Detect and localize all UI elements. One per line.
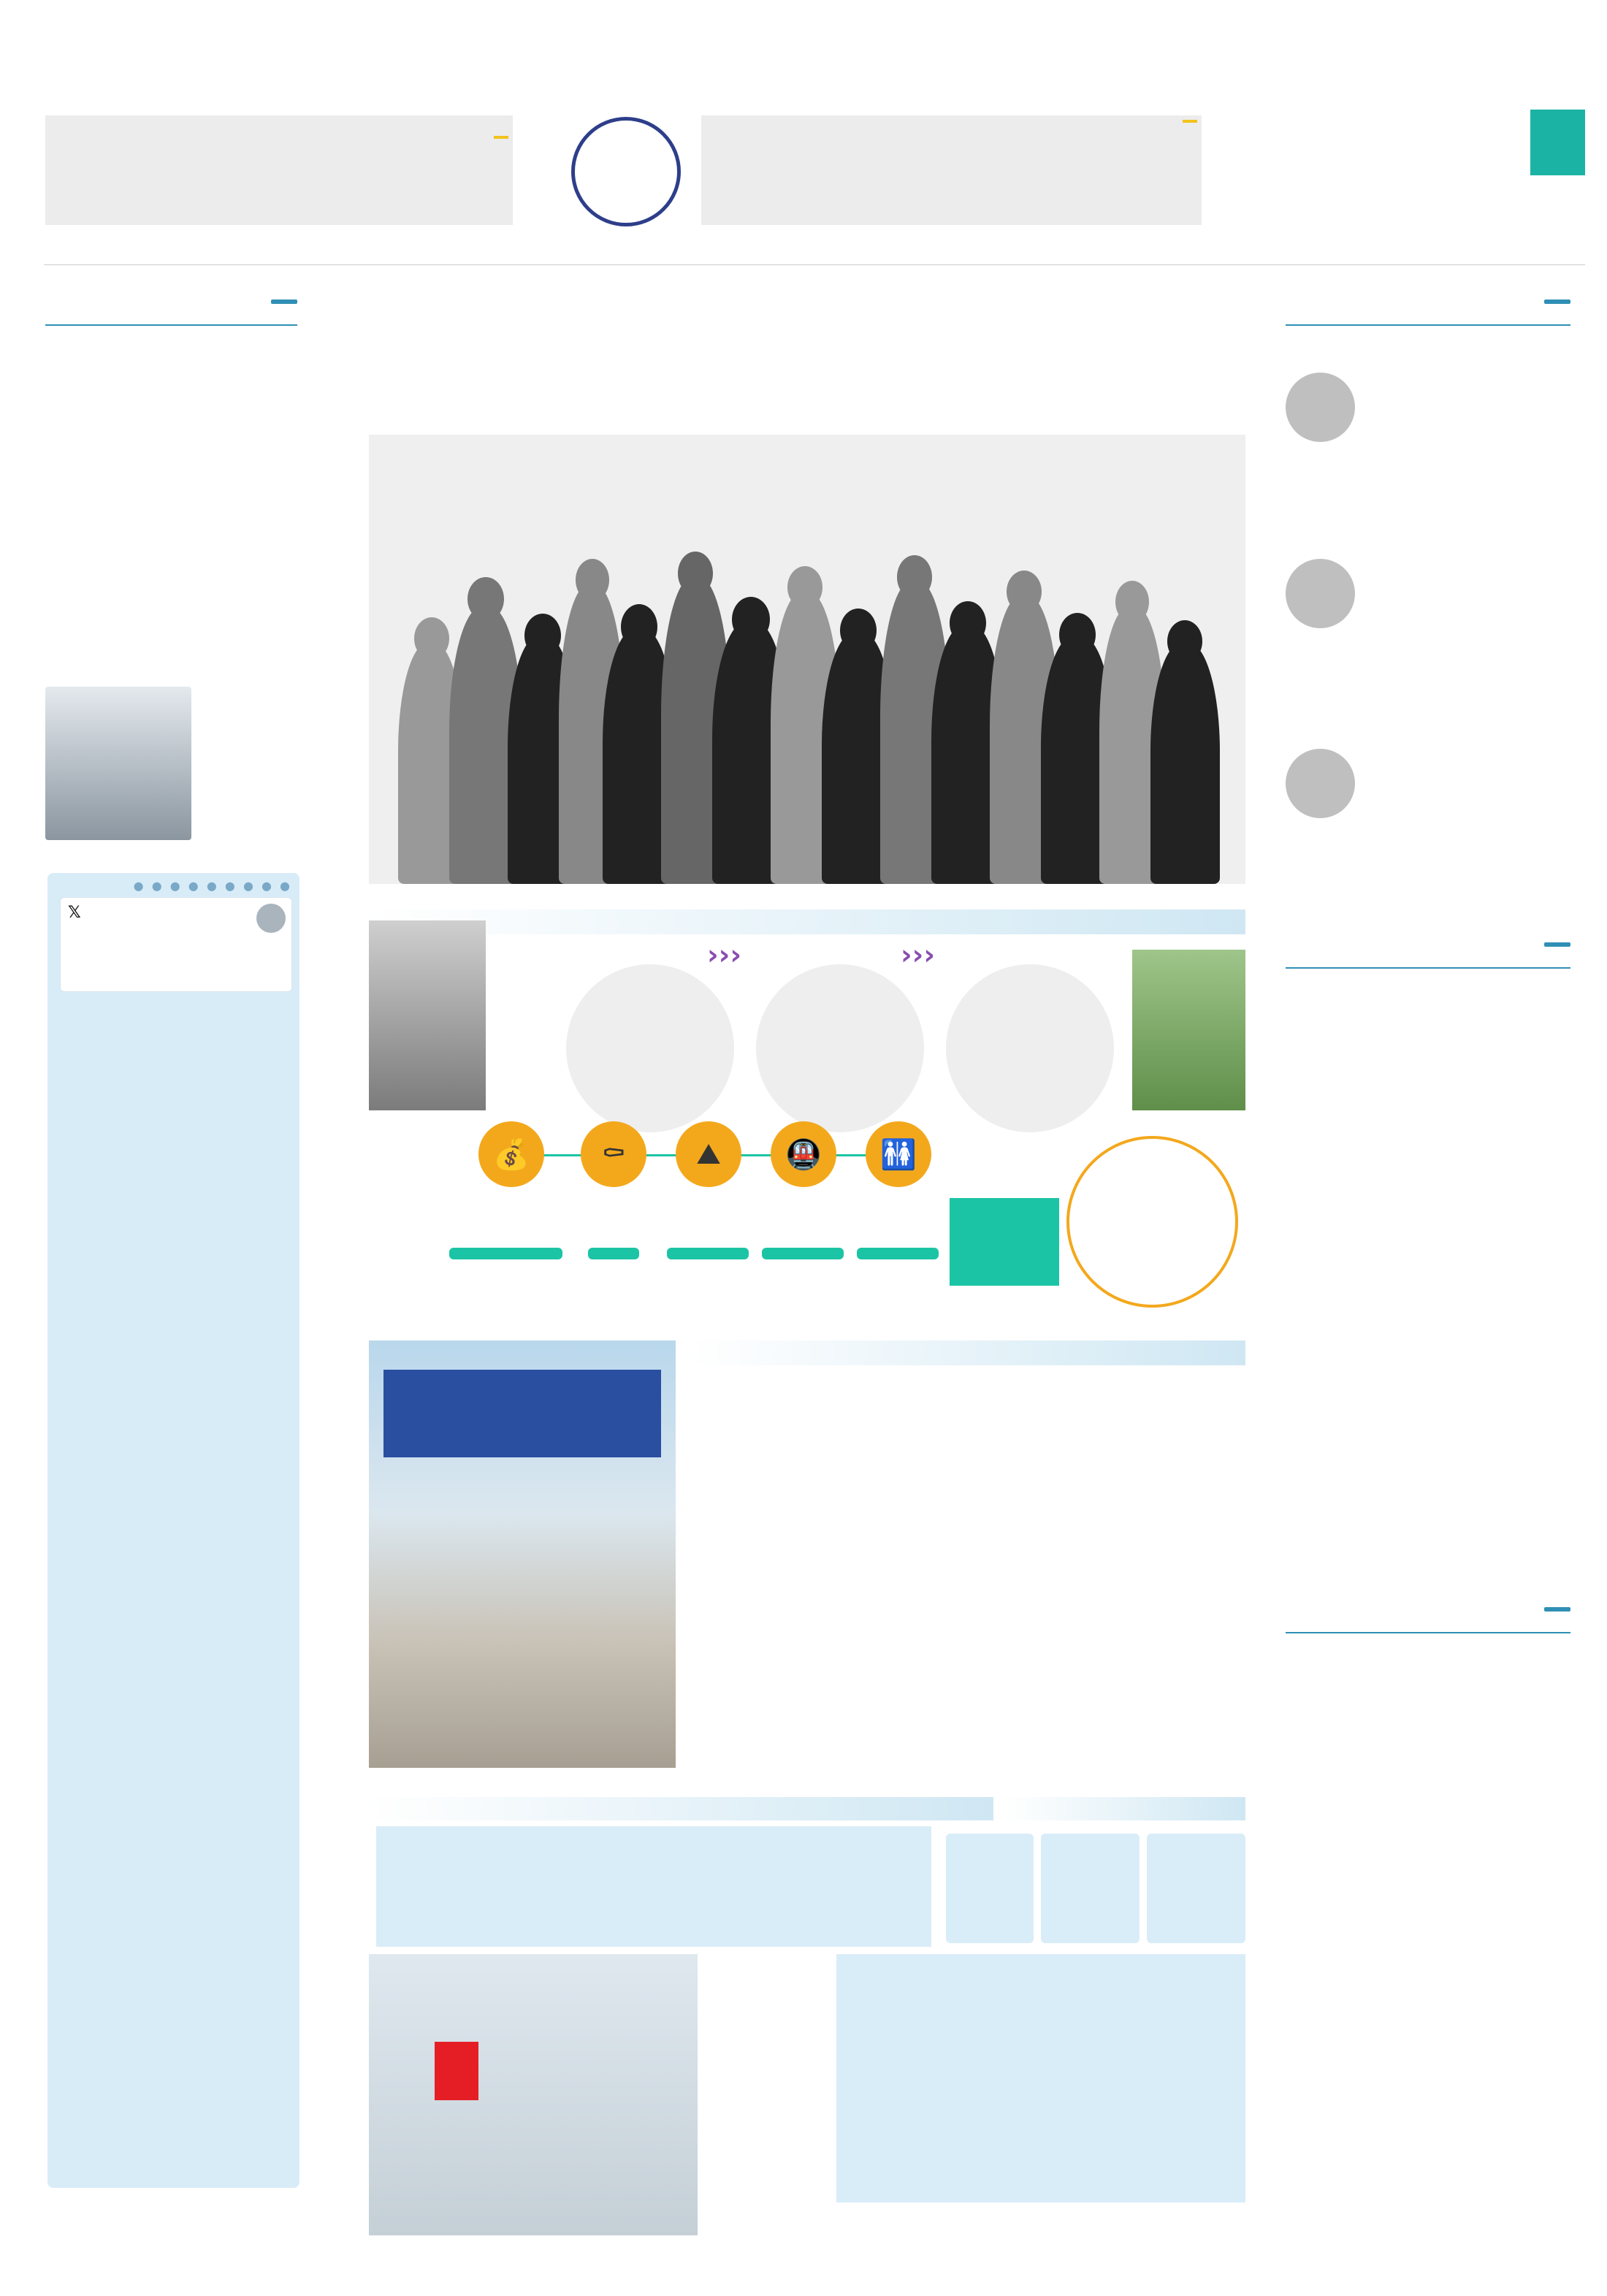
top-news-left — [45, 115, 513, 225]
demand-box-1 — [1147, 1834, 1245, 1943]
demand-header — [1004, 1797, 1245, 1820]
x-icon: 𝕏 — [68, 904, 81, 922]
left-column — [45, 300, 297, 847]
diplomacy-bar — [1286, 967, 1570, 969]
infographic-fake-signatures — [369, 1340, 1245, 1779]
item2-photo — [1286, 559, 1355, 628]
right-column — [1286, 300, 1570, 2272]
foreign-policy-tag — [271, 300, 297, 304]
park-photo — [1132, 950, 1245, 1110]
fake-row-1 — [690, 1384, 1238, 1560]
hamshahri-avatar — [256, 904, 286, 933]
pezeshkian-photo — [45, 687, 191, 840]
arrow-1: ‹‹‹ — [901, 939, 935, 971]
demand-box-2 — [1041, 1834, 1140, 1943]
pill-4 — [588, 1248, 639, 1259]
crowd-image — [369, 435, 1245, 884]
page-number-box — [1530, 110, 1585, 175]
center-stamp-text — [617, 163, 635, 180]
zakani-photo — [369, 1954, 698, 2235]
basis-circle-1 — [946, 964, 1114, 1132]
why-header — [369, 1797, 993, 1820]
diplomacy-tag — [1544, 942, 1570, 947]
money-icon: 💰 — [478, 1121, 544, 1187]
fake-header — [690, 1340, 1245, 1365]
khabarsazan-tag — [1544, 300, 1570, 304]
masthead — [1289, 110, 1585, 226]
grave-icon: ⚰ — [581, 1121, 646, 1187]
center-stamp — [571, 117, 681, 226]
top-news-left-title — [494, 136, 508, 139]
top-news-right-title — [1183, 120, 1197, 123]
infographic-basis — [369, 909, 1245, 1315]
red-card — [435, 2042, 478, 2100]
basis-circle-2 — [756, 964, 924, 1132]
pill-1 — [857, 1248, 939, 1259]
mountain-closed-icon: ⛰ — [676, 1121, 741, 1187]
basis-header — [369, 909, 1245, 934]
tweet-header — [60, 897, 292, 992]
short-news-bar — [1286, 1632, 1570, 1633]
header-divider — [44, 264, 1585, 265]
building-photo — [369, 920, 486, 1110]
pill-3 — [667, 1248, 749, 1259]
demand-box-3 — [946, 1834, 1034, 1943]
env-notice — [1066, 1136, 1238, 1308]
foreign-bar — [45, 324, 297, 326]
tweets-panel — [47, 873, 299, 2188]
basis-circle-3 — [566, 964, 734, 1132]
pill-2 — [762, 1248, 844, 1259]
banner — [383, 1370, 661, 1457]
council-points — [836, 2042, 1245, 2202]
item1-photo — [1286, 373, 1355, 442]
top-news-right — [701, 115, 1202, 225]
gender-separation-icon: 🚻 — [866, 1121, 931, 1187]
khabarsazan-bar — [1286, 324, 1570, 326]
ceremony-photo — [369, 1340, 676, 1768]
metro-icon: 🚇 — [771, 1121, 836, 1187]
other-accusations — [950, 1198, 1059, 1286]
item3-photo — [1286, 749, 1355, 818]
pill-5 — [449, 1248, 562, 1259]
short-news-tag — [1544, 1607, 1570, 1612]
arrow-2: ‹‹‹ — [707, 939, 741, 971]
tweets-dots: ● ● ● ● ● ● ● ● ● — [133, 879, 292, 893]
fake-row-2 — [690, 1567, 1238, 1771]
why-list — [376, 1826, 931, 1947]
